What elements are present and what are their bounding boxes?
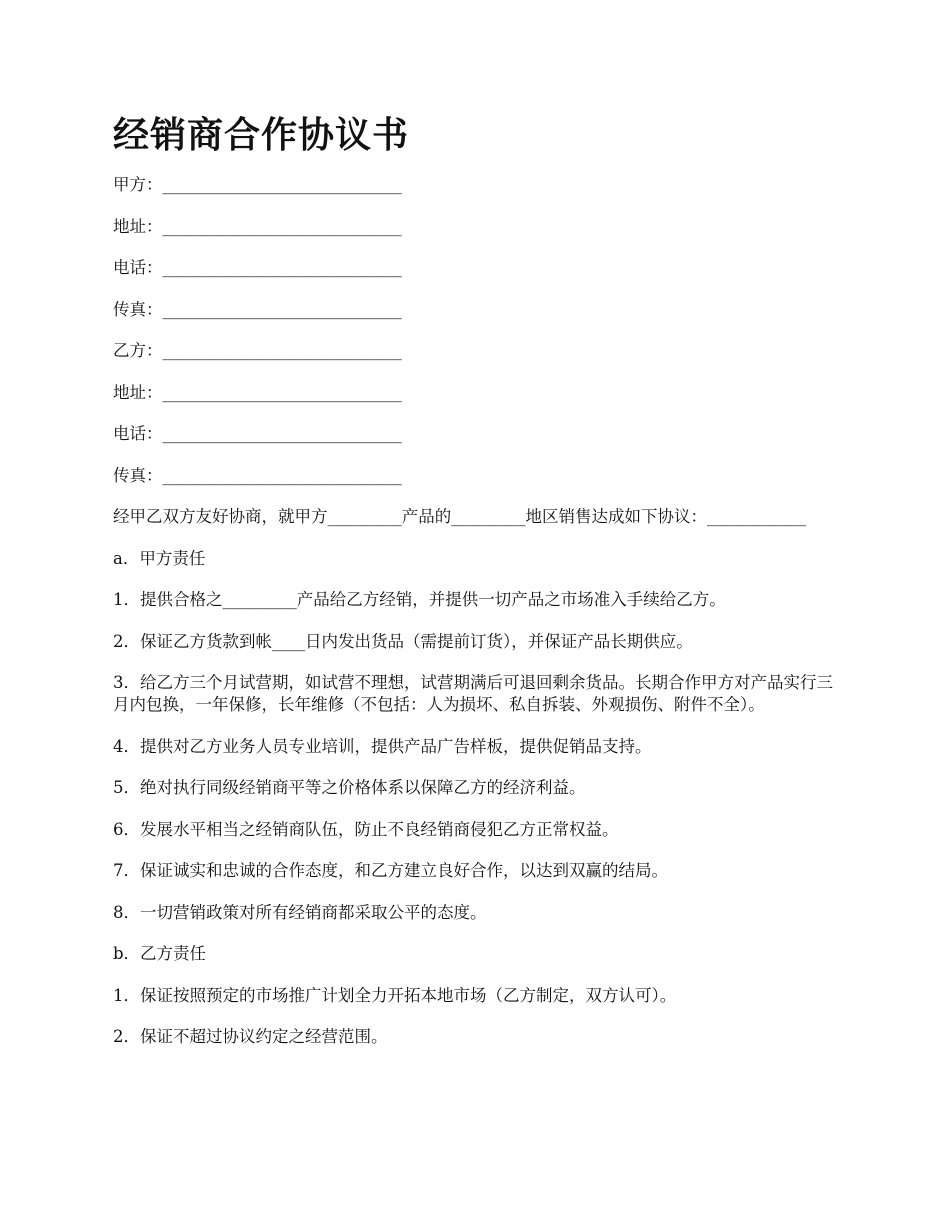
section-a-item: 7．保证诚实和忠诚的合作态度，和乙方建立良好合作，以达到双赢的结局。 (113, 861, 668, 880)
section-a-item: 6．发展水平相当之经销商队伍，防止不良经销商侵犯乙方正常权益。 (113, 819, 619, 839)
section-a-item: 1．提供合格之_________产品给乙方经销，并提供一切产品之市场准入手续给乙方。 (113, 590, 726, 609)
field-phone-b: 电话：_____________________________ (113, 424, 402, 443)
section-b-heading: b．乙方责任 (113, 944, 207, 963)
field-party-b: 乙方：_____________________________ (113, 341, 402, 360)
intro-paragraph: 经甲乙双方友好协商，就甲方_________产品的_________地区销售达成如下协议：____________ (113, 507, 806, 526)
field-party-a: 甲方：_____________________________ (113, 175, 402, 194)
section-a-item: 8．一切营销政策对所有经销商都采取公平的态度。 (113, 902, 487, 922)
section-a-item: 3．给乙方三个月试营期，如试营不理想，试营期满后可退回剩余货品。长期合作甲方对产品实行三月内包换，一年保修，长年维修（不包括：人为损坏、私自拆装、外观损伤、附件不全）。 (113, 673, 833, 714)
section-a-item: 4．提供对乙方业务人员专业培训，提供产品广告样板，提供促销品支持。 (113, 736, 652, 756)
section-b-item: 1．保证按照预定的市场推广计划全力开拓本地市场（乙方制定，双方认可）。 (113, 985, 677, 1005)
section-b-item: 2．保证不超过协议约定之经营范围。 (113, 1027, 388, 1046)
document-page (113, 112, 841, 1068)
field-address-a: 地址：_____________________________ (113, 216, 402, 236)
field-address-b: 地址：_____________________________ (113, 382, 402, 402)
field-phone-a: 电话：_____________________________ (113, 258, 402, 277)
section-a-item: 5．绝对执行同级经销商平等之价格体系以保障乙方的经济利益。 (113, 778, 586, 797)
section-a-heading: a．甲方责任 (113, 548, 206, 568)
field-fax-a: 传真：_____________________________ (113, 299, 402, 319)
section-a-item: 2．保证乙方货款到帐____日内发出货品（需提前订货），并保证产品长期供应。 (113, 631, 693, 651)
document-title: 经销商合作协议书 (113, 115, 410, 156)
field-fax-b: 传真：_____________________________ (113, 465, 402, 485)
